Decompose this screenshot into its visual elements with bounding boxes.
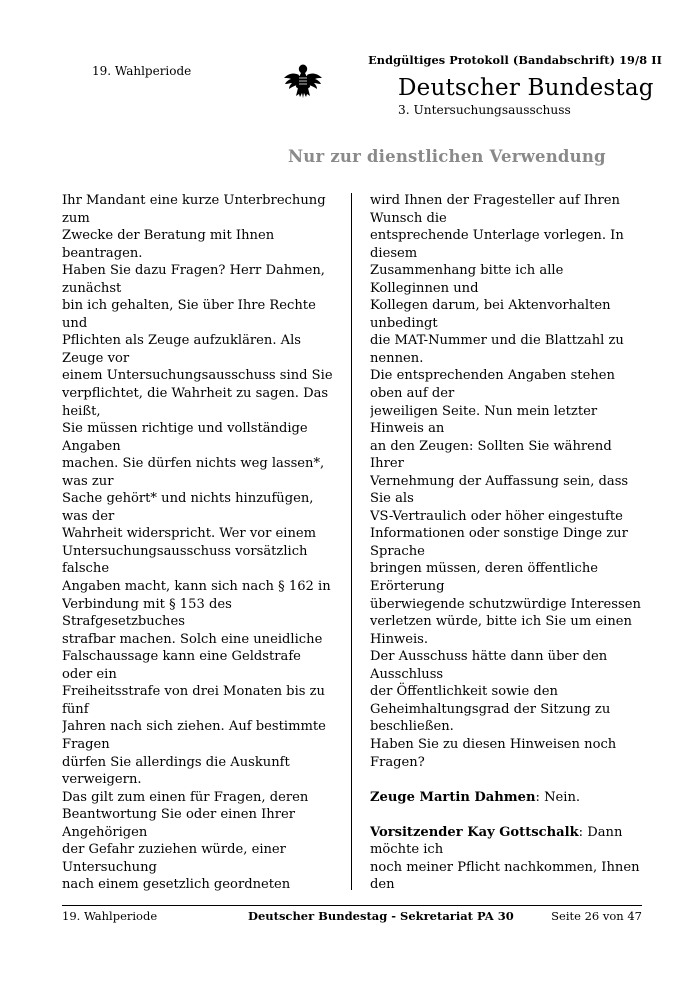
institution-title: Deutscher Bundestag (398, 75, 654, 101)
paragraph: wird Ihnen der Fragesteller auf Ihren Wunsch die entsprechende Unterlage vorlegen. In diesem Zusammenhang bitte ich alle Kolleginnen und Kollegen darum, bei Aktenvorhalten unbedingt die MAT-Nummer und die Blattzahl zu nennen. Die entsprechenden Angaben stehen oben auf der jeweiligen Seite. Nun mein letzter Hinweis an an den Zeugen: Sollten Sie während Ihrer Vernehmung der Auffassung sein, dass Sie als VS-Vertraulich oder höher eingestufte Informationen oder sonstige Dinge zur Sprache bringen müssen, deren öffentliche Erörterung überwiegende schutzwürdige Interessen verletzen würde, bitte ich Sie um einen Hinweis. Der Ausschuss hätte dann über den Ausschluss der Öffentlichkeit sowie den Geheimhaltungsgrad der Sitzung zu beschließen. Haben Sie zu diesen Hinweisen noch Fragen? (370, 193, 641, 770)
footer-divider (62, 905, 642, 906)
right-column (370, 192, 646, 894)
left-column (62, 192, 334, 894)
protocol-label: Endgültiges Protokoll (Bandabschrift) 19/8 II (368, 53, 662, 67)
speaker-name: Zeuge Martin Dahmen (370, 789, 536, 805)
paragraph (370, 789, 646, 807)
speaker-name: Vorsitzender Kay Gottschalk (370, 824, 579, 840)
committee-label: 3. Untersuchungsausschuss (398, 103, 571, 117)
restriction-notice: Nur zur dienstlichen Verwendung (288, 147, 606, 166)
column-divider (351, 193, 352, 890)
period-label: 19. Wahlperiode (92, 64, 192, 78)
footer-secretariat: Deutscher Bundestag - Sekretariat PA 30 (248, 909, 514, 923)
paragraph: Ihr Mandant eine kurze Unterbrechung zum Zwecke der Beratung mit Ihnen beantragen. Haben Sie dazu Fragen? Herr Dahmen, zunächst bin ich gehalten, Sie über Ihre Rechte und Pflichten als Zeuge aufzuklären. Als Zeuge vor einem Untersuchungsausschuss sind Sie verpflichtet, die Wahrheit zu sagen. Das heißt, Sie müssen richtige und vollständige Angaben machen. Sie dürfen nichts weg lassen*, was zur Sache gehört* und nichts hinzufügen, was der Wahrheit widerspricht. Wer vor einem Untersuchungsausschuss vorsätzlich falsche Angaben macht, kann sich nach § 162 in Verbindung mit § 153 des Strafgesetzbuches strafbar machen. Solch eine uneidliche Falschaussage kann eine Geldstrafe oder ein Freiheitsstrafe von drei Monaten bis zu fünf Jahren nach sich ziehen. Auf bestimmte Fragen dürfen Sie allerdings die Auskunft verweigern. Das gilt zum einen für Fragen, deren Beantwortung Sie oder einen Ihrer Angehörigen der Gefahr zuziehen würde, einer Untersuchung nach einem gesetzlich geordneten (62, 193, 333, 893)
footer-period: 19. Wahlperiode (62, 909, 158, 923)
speech-text: : Dann möchte ich noch meiner Pflicht nachkommen, Ihnen den (370, 824, 640, 893)
page-number: Seite 26 von 47 (551, 909, 642, 923)
bundesadler-icon (283, 63, 323, 99)
speech-text: : Nein. (535, 789, 581, 805)
paragraph (370, 824, 646, 894)
